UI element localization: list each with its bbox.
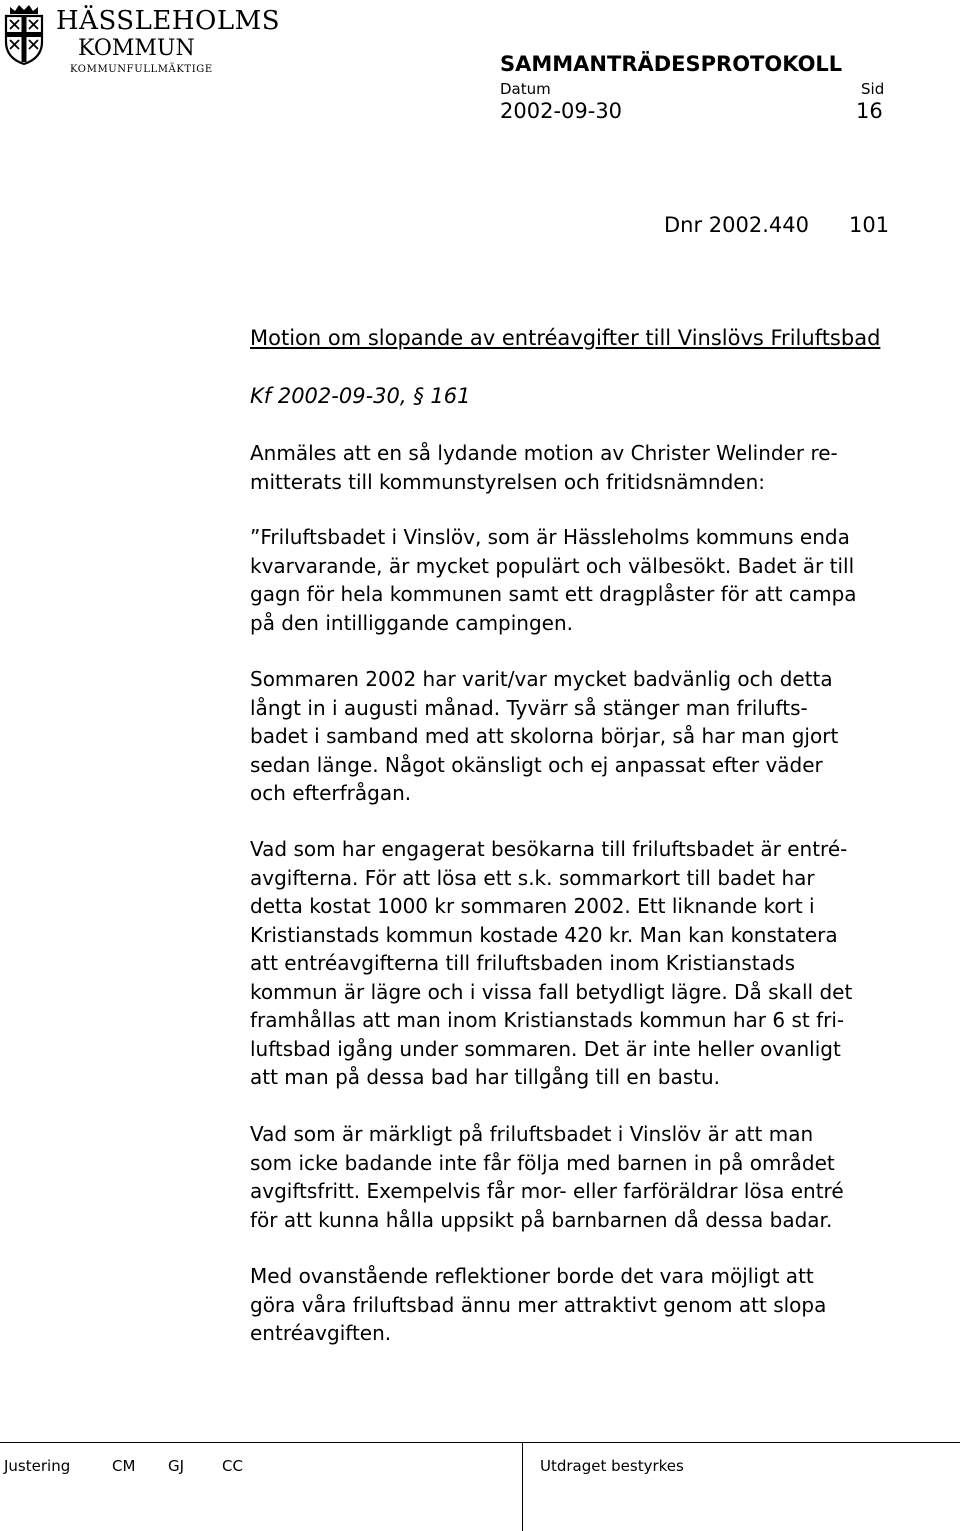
text-line: som icke badande inte får följa med barnen in på området bbox=[250, 1150, 835, 1175]
text-line: luftsbad igång under sommaren. Det är inte heller ovanligt bbox=[250, 1036, 841, 1061]
text-line: Vad som har engagerat besökarna till friluftsbadet är entré- bbox=[250, 837, 848, 861]
paragraph-intro bbox=[250, 439, 956, 496]
page-number: 16 bbox=[856, 99, 883, 123]
paragraph-motion-5 bbox=[250, 1262, 956, 1348]
municipality-logo bbox=[0, 0, 281, 80]
logo-text-municipality: HÄSSLEHOLMS bbox=[56, 6, 281, 36]
diary-number-value: 101 bbox=[849, 213, 890, 237]
date-label: Datum bbox=[500, 80, 551, 98]
paragraph-motion-2 bbox=[250, 665, 956, 808]
text-line: framhållas att man inom Kristianstads kommun har 6 st fri- bbox=[250, 1008, 845, 1032]
text-line: att man på dessa bad har tillgång till en bastu. bbox=[250, 1065, 720, 1089]
text-line: göra våra friluftsbad ännu mer attraktivt genom att slopa bbox=[250, 1292, 827, 1317]
text-line: Med ovanstående reflektioner borde det vara möjligt att bbox=[250, 1264, 814, 1288]
text-line: på den intilliggande campingen. bbox=[250, 610, 574, 635]
paragraph-motion-4 bbox=[250, 1120, 956, 1234]
text-line: kommun är lägre och i vissa fall betydligt lägre. Då skall det bbox=[250, 979, 853, 1004]
text-line: att entréavgifterna till friluftsbaden inom Kristianstads bbox=[250, 951, 795, 975]
document-type-heading: SAMMANTRÄDESPROTOKOLL bbox=[500, 52, 843, 76]
text-line: entréavgiften. bbox=[250, 1321, 392, 1345]
logo-text-council: KOMMUNFULLMÄKTIGE bbox=[70, 64, 213, 75]
text-line: avgifterna. För att lösa ett s.k. sommarkort till badet har bbox=[250, 865, 815, 890]
text-line: kvarvarande, är mycket populärt och välbesökt. Badet är till bbox=[250, 553, 855, 578]
initials-cc: CC bbox=[222, 1457, 243, 1475]
document-title: Motion om slopande av entréavgifter till Vinslövs Friluftsbad bbox=[250, 326, 881, 350]
paragraph-motion-3 bbox=[250, 835, 956, 1092]
meeting-reference: Kf 2002-09-30, § 161 bbox=[250, 384, 471, 408]
text-line: ”Friluftsbadet i Vinslöv, som är Hässleholms kommuns enda bbox=[250, 525, 850, 549]
initials-gj: GJ bbox=[168, 1457, 185, 1475]
logo-text-kommun: KOMMUN bbox=[78, 36, 195, 61]
text-line: Vad som är märkligt på friluftsbadet i Vinslöv är att man bbox=[250, 1122, 814, 1146]
meeting-date: 2002-09-30 bbox=[500, 99, 623, 123]
text-line: mitterats till kommunstyrelsen och fritidsnämnden: bbox=[250, 469, 766, 494]
text-line: badet i samband med att skolorna börjar, så har man gjort bbox=[250, 724, 839, 748]
text-line: långt in i augusti månad. Tyvärr så stänger man frilufts- bbox=[250, 695, 808, 720]
text-line: Sommaren 2002 har varit/var mycket badvänlig och detta bbox=[250, 667, 833, 691]
text-line: gagn för hela kommunen samt ett dragplåster för att campa bbox=[250, 582, 857, 606]
text-line: Anmäles att en så lydande motion av Christer Welinder re- bbox=[250, 441, 838, 465]
paragraph-motion-1 bbox=[250, 523, 956, 637]
coat-of-arms-icon bbox=[2, 4, 46, 66]
text-line: detta kostat 1000 kr sommaren 2002. Ett liknande kort i bbox=[250, 894, 815, 918]
footer-divider bbox=[0, 1442, 960, 1443]
diary-number bbox=[664, 213, 889, 237]
justering-label: Justering bbox=[4, 1457, 71, 1475]
text-line: Kristianstads kommun kostade 420 kr. Man kan konstatera bbox=[250, 922, 838, 947]
text-line: och efterfrågan. bbox=[250, 781, 412, 805]
certified-extract-label: Utdraget bestyrkes bbox=[540, 1457, 684, 1475]
text-line: sedan länge. Något okänsligt och ej anpassat efter väder bbox=[250, 752, 823, 777]
text-line: avgiftsfritt. Exempelvis får mor- eller farföräldrar lösa entré bbox=[250, 1179, 844, 1203]
initials-cm: CM bbox=[112, 1457, 136, 1475]
footer-column-divider bbox=[522, 1442, 523, 1531]
page-label: Sid bbox=[861, 80, 885, 98]
diary-number-prefix: Dnr 2002.440 bbox=[664, 213, 809, 237]
text-line: för att kunna hålla uppsikt på barnbarnen då dessa badar. bbox=[250, 1207, 833, 1232]
